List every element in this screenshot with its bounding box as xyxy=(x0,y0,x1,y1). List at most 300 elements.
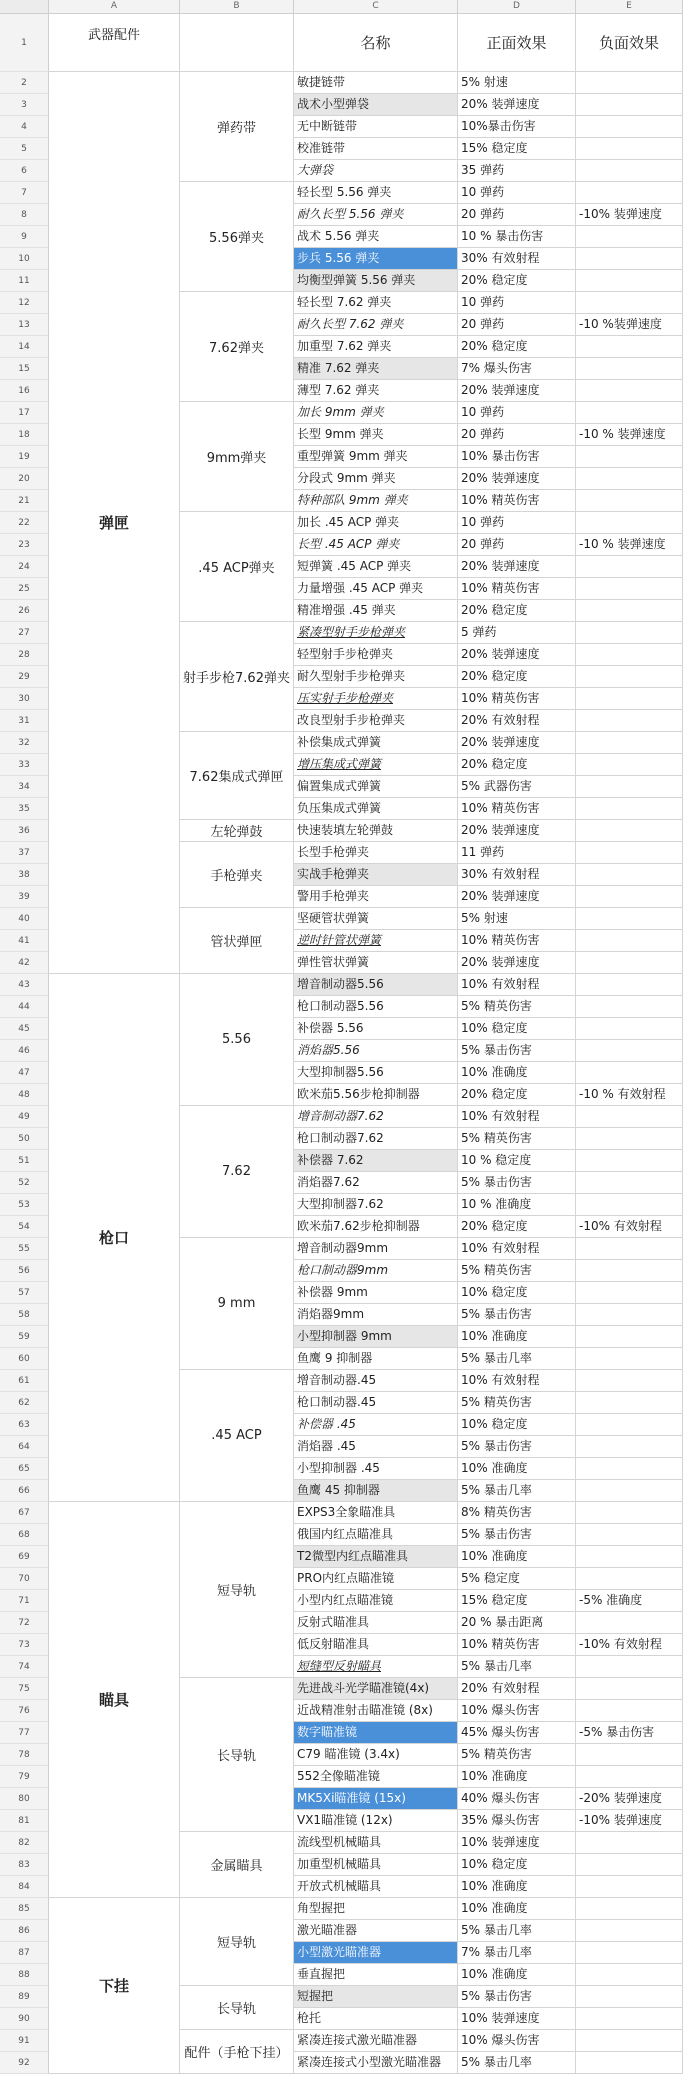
negative-effect-cell[interactable] xyxy=(576,1480,683,1502)
attachment-name-cell[interactable]: 小型内红点瞄准镜 xyxy=(294,1590,458,1612)
attachment-name-cell[interactable]: 紧凑型射手步枪弹夹 xyxy=(294,622,458,644)
row-header[interactable]: 84 xyxy=(0,1876,49,1898)
positive-effect-cell[interactable]: 15% 稳定度 xyxy=(458,1590,576,1612)
category-cell[interactable]: 弹匣 xyxy=(49,72,180,974)
row-header[interactable]: 42 xyxy=(0,952,49,974)
positive-effect-cell[interactable]: 20% 有效射程 xyxy=(458,710,576,732)
row-header[interactable]: 90 xyxy=(0,2008,49,2030)
attachment-name-cell[interactable]: 坚硬管状弹簧 xyxy=(294,908,458,930)
positive-effect-cell[interactable]: 20% 有效射程 xyxy=(458,1678,576,1700)
positive-effect-cell[interactable]: 8% 精英伤害 xyxy=(458,1502,576,1524)
positive-effect-cell[interactable]: 10% 有效射程 xyxy=(458,974,576,996)
row-header[interactable]: 33 xyxy=(0,754,49,776)
negative-effect-cell[interactable] xyxy=(576,1744,683,1766)
attachment-name-cell[interactable]: 特种部队 9mm 弹夹 xyxy=(294,490,458,512)
negative-effect-cell[interactable] xyxy=(576,2008,683,2030)
negative-effect-cell[interactable]: -5% 准确度 xyxy=(576,1590,683,1612)
row-header[interactable]: 15 xyxy=(0,358,49,380)
positive-effect-cell[interactable]: 10 弹药 xyxy=(458,402,576,424)
positive-effect-cell[interactable]: 20% 稳定度 xyxy=(458,1084,576,1106)
positive-effect-cell[interactable]: 7% 暴击几率 xyxy=(458,1942,576,1964)
attachment-name-cell[interactable]: 激光瞄准器 xyxy=(294,1920,458,1942)
attachment-name-cell[interactable]: 精准增强 .45 弹夹 xyxy=(294,600,458,622)
attachment-name-cell[interactable]: 敏捷链带 xyxy=(294,72,458,94)
attachment-name-cell[interactable]: 先进战斗光学瞄准镜(4x) xyxy=(294,1678,458,1700)
negative-effect-cell[interactable] xyxy=(576,1370,683,1392)
row-header[interactable]: 67 xyxy=(0,1502,49,1524)
row-header[interactable]: 52 xyxy=(0,1172,49,1194)
attachment-name-cell[interactable]: 消焰器9mm xyxy=(294,1304,458,1326)
header-negative-effect[interactable]: 负面效果 xyxy=(576,14,683,72)
positive-effect-cell[interactable]: 10% 暴击伤害 xyxy=(458,446,576,468)
negative-effect-cell[interactable] xyxy=(576,2030,683,2052)
attachment-name-cell[interactable]: 反射式瞄准具 xyxy=(294,1612,458,1634)
positive-effect-cell[interactable]: 5% 暴击伤害 xyxy=(458,1524,576,1546)
positive-effect-cell[interactable]: 10% 稳定度 xyxy=(458,1018,576,1040)
column-header-d[interactable]: D xyxy=(458,0,576,14)
positive-effect-cell[interactable]: 20% 装弹速度 xyxy=(458,952,576,974)
row-header[interactable]: 11 xyxy=(0,270,49,292)
positive-effect-cell[interactable]: 5% 射速 xyxy=(458,72,576,94)
positive-effect-cell[interactable]: 5% 暴击几率 xyxy=(458,1920,576,1942)
positive-effect-cell[interactable]: 5% 暴击伤害 xyxy=(458,1436,576,1458)
positive-effect-cell[interactable]: 45% 爆头伤害 xyxy=(458,1722,576,1744)
subcategory-cell[interactable]: 长导轨 xyxy=(180,1986,294,2030)
attachment-name-cell[interactable]: 大型抑制器7.62 xyxy=(294,1194,458,1216)
positive-effect-cell[interactable]: 5% 精英伤害 xyxy=(458,996,576,1018)
subcategory-cell[interactable]: 手枪弹夹 xyxy=(180,842,294,908)
row-header[interactable]: 16 xyxy=(0,380,49,402)
row-header[interactable]: 80 xyxy=(0,1788,49,1810)
positive-effect-cell[interactable]: 11 弹药 xyxy=(458,842,576,864)
row-header[interactable]: 35 xyxy=(0,798,49,820)
row-header[interactable]: 51 xyxy=(0,1150,49,1172)
attachment-name-cell[interactable]: EXPS3全象瞄准具 xyxy=(294,1502,458,1524)
negative-effect-cell[interactable] xyxy=(576,732,683,754)
row-header[interactable]: 31 xyxy=(0,710,49,732)
subcategory-cell[interactable]: 长导轨 xyxy=(180,1678,294,1832)
row-header[interactable]: 59 xyxy=(0,1326,49,1348)
row-header[interactable]: 28 xyxy=(0,644,49,666)
row-header[interactable]: 8 xyxy=(0,204,49,226)
select-all-corner[interactable] xyxy=(0,0,49,14)
attachment-name-cell[interactable]: 校准链带 xyxy=(294,138,458,160)
positive-effect-cell[interactable]: 5% 暴击几率 xyxy=(458,1656,576,1678)
attachment-name-cell[interactable]: 枪口制动器9mm xyxy=(294,1260,458,1282)
positive-effect-cell[interactable]: 10% 精英伤害 xyxy=(458,578,576,600)
negative-effect-cell[interactable] xyxy=(576,292,683,314)
row-header[interactable]: 43 xyxy=(0,974,49,996)
attachment-name-cell[interactable]: 重型弹簧 9mm 弹夹 xyxy=(294,446,458,468)
attachment-name-cell[interactable]: 枪口制动器.45 xyxy=(294,1392,458,1414)
header-weapon-attachment[interactable]: 武器配件 xyxy=(49,14,180,72)
negative-effect-cell[interactable] xyxy=(576,908,683,930)
positive-effect-cell[interactable]: 10% 稳定度 xyxy=(458,1282,576,1304)
negative-effect-cell[interactable] xyxy=(576,1238,683,1260)
subcategory-cell[interactable]: 7.62集成式弹匣 xyxy=(180,732,294,820)
row-header[interactable]: 27 xyxy=(0,622,49,644)
row-header[interactable]: 38 xyxy=(0,864,49,886)
negative-effect-cell[interactable] xyxy=(576,1326,683,1348)
row-header[interactable]: 49 xyxy=(0,1106,49,1128)
negative-effect-cell[interactable] xyxy=(576,1304,683,1326)
subcategory-cell[interactable]: 9mm弹夹 xyxy=(180,402,294,512)
positive-effect-cell[interactable]: 20% 稳定度 xyxy=(458,336,576,358)
subcategory-cell[interactable]: 短导轨 xyxy=(180,1502,294,1678)
row-header[interactable]: 75 xyxy=(0,1678,49,1700)
row-header[interactable]: 21 xyxy=(0,490,49,512)
negative-effect-cell[interactable] xyxy=(576,1656,683,1678)
attachment-name-cell[interactable]: 增音制动器7.62 xyxy=(294,1106,458,1128)
negative-effect-cell[interactable] xyxy=(576,182,683,204)
positive-effect-cell[interactable]: 15% 稳定度 xyxy=(458,138,576,160)
attachment-name-cell[interactable]: MK5Xi瞄准镜 (15x) xyxy=(294,1788,458,1810)
attachment-name-cell[interactable]: 紧凑连接式小型激光瞄准器 xyxy=(294,2052,458,2074)
row-header[interactable]: 36 xyxy=(0,820,49,842)
positive-effect-cell[interactable]: 10% 精英伤害 xyxy=(458,1634,576,1656)
positive-effect-cell[interactable]: 10% 准确度 xyxy=(458,1062,576,1084)
negative-effect-cell[interactable] xyxy=(576,1766,683,1788)
attachment-name-cell[interactable]: 鱼鹰 9 抑制器 xyxy=(294,1348,458,1370)
attachment-name-cell[interactable]: 角型握把 xyxy=(294,1898,458,1920)
row-header[interactable]: 76 xyxy=(0,1700,49,1722)
attachment-name-cell[interactable]: 鱼鹰 45 抑制器 xyxy=(294,1480,458,1502)
row-header[interactable]: 87 xyxy=(0,1942,49,1964)
attachment-name-cell[interactable]: 低反射瞄准具 xyxy=(294,1634,458,1656)
attachment-name-cell[interactable]: 加重型 7.62 弹夹 xyxy=(294,336,458,358)
subcategory-cell[interactable]: 配件（手枪下挂） xyxy=(180,2030,294,2074)
positive-effect-cell[interactable]: 10 % 稳定度 xyxy=(458,1150,576,1172)
positive-effect-cell[interactable]: 10% 准确度 xyxy=(458,1546,576,1568)
positive-effect-cell[interactable]: 20% 装弹速度 xyxy=(458,644,576,666)
row-header[interactable]: 19 xyxy=(0,446,49,468)
row-header[interactable]: 60 xyxy=(0,1348,49,1370)
negative-effect-cell[interactable] xyxy=(576,578,683,600)
negative-effect-cell[interactable] xyxy=(576,270,683,292)
attachment-name-cell[interactable]: PRO内红点瞄准镜 xyxy=(294,1568,458,1590)
attachment-name-cell[interactable]: 消焰器5.56 xyxy=(294,1040,458,1062)
attachment-name-cell[interactable]: 长型手枪弹夹 xyxy=(294,842,458,864)
subcategory-cell[interactable]: .45 ACP弹夹 xyxy=(180,512,294,622)
attachment-name-cell[interactable]: 增压集成式弹簧 xyxy=(294,754,458,776)
row-header[interactable]: 4 xyxy=(0,116,49,138)
subcategory-cell[interactable]: 5.56弹夹 xyxy=(180,182,294,292)
negative-effect-cell[interactable] xyxy=(576,996,683,1018)
column-header-c[interactable]: C xyxy=(294,0,458,14)
row-header[interactable]: 54 xyxy=(0,1216,49,1238)
negative-effect-cell[interactable] xyxy=(576,1612,683,1634)
negative-effect-cell[interactable]: -10 % 装弹速度 xyxy=(576,424,683,446)
negative-effect-cell[interactable] xyxy=(576,160,683,182)
negative-effect-cell[interactable] xyxy=(576,1414,683,1436)
negative-effect-cell[interactable] xyxy=(576,1942,683,1964)
row-header[interactable]: 70 xyxy=(0,1568,49,1590)
negative-effect-cell[interactable] xyxy=(576,72,683,94)
attachment-name-cell[interactable]: 大型抑制器5.56 xyxy=(294,1062,458,1084)
negative-effect-cell[interactable] xyxy=(576,1678,683,1700)
row-header[interactable]: 29 xyxy=(0,666,49,688)
negative-effect-cell[interactable] xyxy=(576,1150,683,1172)
attachment-name-cell[interactable]: 枪口制动器7.62 xyxy=(294,1128,458,1150)
positive-effect-cell[interactable]: 30% 有效射程 xyxy=(458,864,576,886)
negative-effect-cell[interactable] xyxy=(576,1348,683,1370)
row-header[interactable]: 13 xyxy=(0,314,49,336)
attachment-name-cell[interactable]: 欧米茄7.62步枪抑制器 xyxy=(294,1216,458,1238)
negative-effect-cell[interactable] xyxy=(576,1128,683,1150)
attachment-name-cell[interactable]: 补偿器 9mm xyxy=(294,1282,458,1304)
attachment-name-cell[interactable]: 负压集成式弹簧 xyxy=(294,798,458,820)
attachment-name-cell[interactable]: 压实射手步枪弹夹 xyxy=(294,688,458,710)
positive-effect-cell[interactable]: 10% 稳定度 xyxy=(458,1414,576,1436)
category-cell[interactable]: 瞄具 xyxy=(49,1502,180,1898)
row-header[interactable]: 64 xyxy=(0,1436,49,1458)
positive-effect-cell[interactable]: 20% 装弹速度 xyxy=(458,380,576,402)
negative-effect-cell[interactable] xyxy=(576,644,683,666)
negative-effect-cell[interactable]: -20% 装弹速度 xyxy=(576,1788,683,1810)
positive-effect-cell[interactable]: 5% 武器伤害 xyxy=(458,776,576,798)
row-header[interactable]: 58 xyxy=(0,1304,49,1326)
positive-effect-cell[interactable]: 10%暴击伤害 xyxy=(458,116,576,138)
negative-effect-cell[interactable]: -10% 装弹速度 xyxy=(576,1810,683,1832)
positive-effect-cell[interactable]: 10% 精英伤害 xyxy=(458,490,576,512)
category-cell[interactable]: 下挂 xyxy=(49,1898,180,2074)
negative-effect-cell[interactable]: -10% 有效射程 xyxy=(576,1634,683,1656)
row-header[interactable]: 81 xyxy=(0,1810,49,1832)
positive-effect-cell[interactable]: 20% 装弹速度 xyxy=(458,886,576,908)
positive-effect-cell[interactable]: 20 弹药 xyxy=(458,424,576,446)
column-header-a[interactable]: A xyxy=(49,0,180,14)
positive-effect-cell[interactable]: 5% 暴击伤害 xyxy=(458,1304,576,1326)
row-header[interactable]: 2 xyxy=(0,72,49,94)
positive-effect-cell[interactable]: 20% 稳定度 xyxy=(458,1216,576,1238)
positive-effect-cell[interactable]: 10% 有效射程 xyxy=(458,1106,576,1128)
positive-effect-cell[interactable]: 20% 稳定度 xyxy=(458,600,576,622)
attachment-name-cell[interactable]: 耐久长型 5.56 弹夹 xyxy=(294,204,458,226)
row-header[interactable]: 50 xyxy=(0,1128,49,1150)
attachment-name-cell[interactable]: 小型激光瞄准器 xyxy=(294,1942,458,1964)
negative-effect-cell[interactable]: -10% 装弹速度 xyxy=(576,204,683,226)
row-header[interactable]: 53 xyxy=(0,1194,49,1216)
row-header[interactable]: 86 xyxy=(0,1920,49,1942)
negative-effect-cell[interactable] xyxy=(576,1898,683,1920)
row-header[interactable]: 91 xyxy=(0,2030,49,2052)
row-header[interactable]: 9 xyxy=(0,226,49,248)
row-header[interactable]: 37 xyxy=(0,842,49,864)
negative-effect-cell[interactable] xyxy=(576,1172,683,1194)
negative-effect-cell[interactable] xyxy=(576,798,683,820)
row-header[interactable]: 68 xyxy=(0,1524,49,1546)
negative-effect-cell[interactable] xyxy=(576,1392,683,1414)
attachment-name-cell[interactable]: 均衡型弹簧 5.56 弹夹 xyxy=(294,270,458,292)
attachment-name-cell[interactable]: 战术小型弹袋 xyxy=(294,94,458,116)
positive-effect-cell[interactable]: 10 弹药 xyxy=(458,182,576,204)
positive-effect-cell[interactable]: 20 弹药 xyxy=(458,204,576,226)
row-header[interactable]: 40 xyxy=(0,908,49,930)
positive-effect-cell[interactable]: 20% 装弹速度 xyxy=(458,94,576,116)
positive-effect-cell[interactable]: 10% 稳定度 xyxy=(458,1854,576,1876)
attachment-name-cell[interactable]: VX1瞄准镜 (12x) xyxy=(294,1810,458,1832)
attachment-name-cell[interactable]: 薄型 7.62 弹夹 xyxy=(294,380,458,402)
row-header[interactable]: 12 xyxy=(0,292,49,314)
attachment-name-cell[interactable]: 快速装填左轮弹鼓 xyxy=(294,820,458,842)
row-header[interactable]: 48 xyxy=(0,1084,49,1106)
positive-effect-cell[interactable]: 20 弹药 xyxy=(458,534,576,556)
negative-effect-cell[interactable] xyxy=(576,336,683,358)
attachment-name-cell[interactable]: 短握把 xyxy=(294,1986,458,2008)
negative-effect-cell[interactable] xyxy=(576,358,683,380)
subcategory-cell[interactable]: 9 mm xyxy=(180,1238,294,1370)
attachment-name-cell[interactable]: 紧凑连接式激光瞄准器 xyxy=(294,2030,458,2052)
attachment-name-cell[interactable]: 加长 .45 ACP 弹夹 xyxy=(294,512,458,534)
row-header[interactable]: 34 xyxy=(0,776,49,798)
attachment-name-cell[interactable]: 无中断链带 xyxy=(294,116,458,138)
attachment-name-cell[interactable]: 力量增强 .45 ACP 弹夹 xyxy=(294,578,458,600)
negative-effect-cell[interactable] xyxy=(576,1040,683,1062)
attachment-name-cell[interactable]: 开放式机械瞄具 xyxy=(294,1876,458,1898)
positive-effect-cell[interactable]: 5% 暴击几率 xyxy=(458,1348,576,1370)
negative-effect-cell[interactable] xyxy=(576,1260,683,1282)
negative-effect-cell[interactable] xyxy=(576,226,683,248)
attachment-name-cell[interactable]: 耐久长型 7.62 弹夹 xyxy=(294,314,458,336)
positive-effect-cell[interactable]: 10% 精英伤害 xyxy=(458,930,576,952)
positive-effect-cell[interactable]: 20 弹药 xyxy=(458,314,576,336)
negative-effect-cell[interactable] xyxy=(576,116,683,138)
attachment-name-cell[interactable]: 加重型机械瞄具 xyxy=(294,1854,458,1876)
positive-effect-cell[interactable]: 10% 装弹速度 xyxy=(458,2008,576,2030)
negative-effect-cell[interactable] xyxy=(576,1436,683,1458)
negative-effect-cell[interactable] xyxy=(576,248,683,270)
positive-effect-cell[interactable]: 10% 准确度 xyxy=(458,1326,576,1348)
row-header[interactable]: 47 xyxy=(0,1062,49,1084)
row-header[interactable]: 71 xyxy=(0,1590,49,1612)
negative-effect-cell[interactable] xyxy=(576,1920,683,1942)
attachment-name-cell[interactable]: 轻型射手步枪弹夹 xyxy=(294,644,458,666)
row-header[interactable]: 7 xyxy=(0,182,49,204)
row-header[interactable]: 18 xyxy=(0,424,49,446)
attachment-name-cell[interactable]: 耐久型射手步枪弹夹 xyxy=(294,666,458,688)
subcategory-cell[interactable]: 左轮弹鼓 xyxy=(180,820,294,842)
column-header-b[interactable]: B xyxy=(180,0,294,14)
attachment-name-cell[interactable]: 弹性管状弹簧 xyxy=(294,952,458,974)
attachment-name-cell[interactable]: T2微型内红点瞄准具 xyxy=(294,1546,458,1568)
row-header[interactable]: 26 xyxy=(0,600,49,622)
negative-effect-cell[interactable] xyxy=(576,446,683,468)
attachment-name-cell[interactable]: 欧米茄5.56步枪抑制器 xyxy=(294,1084,458,1106)
positive-effect-cell[interactable]: 10% 准确度 xyxy=(458,1876,576,1898)
row-header[interactable]: 32 xyxy=(0,732,49,754)
subcategory-cell[interactable]: 弹药带 xyxy=(180,72,294,182)
positive-effect-cell[interactable]: 40% 爆头伤害 xyxy=(458,1788,576,1810)
positive-effect-cell[interactable]: 5% 射速 xyxy=(458,908,576,930)
positive-effect-cell[interactable]: 5% 暴击伤害 xyxy=(458,1172,576,1194)
column-header-e[interactable]: E xyxy=(576,0,683,14)
attachment-name-cell[interactable]: 数字瞄准镜 xyxy=(294,1722,458,1744)
negative-effect-cell[interactable] xyxy=(576,1018,683,1040)
subcategory-cell[interactable]: 7.62 xyxy=(180,1106,294,1238)
attachment-name-cell[interactable]: 垂直握把 xyxy=(294,1964,458,1986)
attachment-name-cell[interactable]: C79 瞄准镜 (3.4x) xyxy=(294,1744,458,1766)
negative-effect-cell[interactable] xyxy=(576,1568,683,1590)
attachment-name-cell[interactable]: 补偿器 7.62 xyxy=(294,1150,458,1172)
attachment-name-cell[interactable]: 短缝型反射瞄具 xyxy=(294,1656,458,1678)
row-header[interactable]: 39 xyxy=(0,886,49,908)
subcategory-cell[interactable]: 7.62弹夹 xyxy=(180,292,294,402)
negative-effect-cell[interactable] xyxy=(576,622,683,644)
row-header[interactable]: 23 xyxy=(0,534,49,556)
positive-effect-cell[interactable]: 10% 装弹速度 xyxy=(458,1832,576,1854)
row-header[interactable]: 88 xyxy=(0,1964,49,1986)
row-header[interactable]: 3 xyxy=(0,94,49,116)
row-header[interactable]: 17 xyxy=(0,402,49,424)
attachment-name-cell[interactable]: 补偿集成式弹簧 xyxy=(294,732,458,754)
negative-effect-cell[interactable] xyxy=(576,1546,683,1568)
row-header[interactable]: 6 xyxy=(0,160,49,182)
row-header[interactable]: 10 xyxy=(0,248,49,270)
attachment-name-cell[interactable]: 增音制动器5.56 xyxy=(294,974,458,996)
positive-effect-cell[interactable]: 5% 暴击几率 xyxy=(458,1480,576,1502)
positive-effect-cell[interactable]: 20% 稳定度 xyxy=(458,666,576,688)
row-header[interactable]: 85 xyxy=(0,1898,49,1920)
attachment-name-cell[interactable]: 552全像瞄准镜 xyxy=(294,1766,458,1788)
negative-effect-cell[interactable] xyxy=(576,1986,683,2008)
row-header[interactable]: 74 xyxy=(0,1656,49,1678)
row-header[interactable]: 78 xyxy=(0,1744,49,1766)
positive-effect-cell[interactable]: 5% 精英伤害 xyxy=(458,1744,576,1766)
positive-effect-cell[interactable]: 20% 装弹速度 xyxy=(458,732,576,754)
positive-effect-cell[interactable]: 10% 准确度 xyxy=(458,1766,576,1788)
row-header[interactable]: 72 xyxy=(0,1612,49,1634)
attachment-name-cell[interactable]: 加长 9mm 弹夹 xyxy=(294,402,458,424)
positive-effect-cell[interactable]: 10 % 准确度 xyxy=(458,1194,576,1216)
attachment-name-cell[interactable]: 增音制动器.45 xyxy=(294,1370,458,1392)
attachment-name-cell[interactable]: 逆时针管状弹簧 xyxy=(294,930,458,952)
attachment-name-cell[interactable]: 流线型机械瞄具 xyxy=(294,1832,458,1854)
negative-effect-cell[interactable] xyxy=(576,2052,683,2074)
category-cell[interactable]: 枪口 xyxy=(49,974,180,1502)
row-header[interactable]: 46 xyxy=(0,1040,49,1062)
negative-effect-cell[interactable] xyxy=(576,1700,683,1722)
positive-effect-cell[interactable]: 20% 装弹速度 xyxy=(458,820,576,842)
negative-effect-cell[interactable] xyxy=(576,710,683,732)
positive-effect-cell[interactable]: 5% 稳定度 xyxy=(458,1568,576,1590)
attachment-name-cell[interactable]: 小型抑制器 9mm xyxy=(294,1326,458,1348)
positive-effect-cell[interactable]: 10% 爆头伤害 xyxy=(458,2030,576,2052)
positive-effect-cell[interactable]: 10 弹药 xyxy=(458,512,576,534)
row-header[interactable]: 57 xyxy=(0,1282,49,1304)
negative-effect-cell[interactable] xyxy=(576,512,683,534)
positive-effect-cell[interactable]: 10% 有效射程 xyxy=(458,1238,576,1260)
row-header[interactable]: 92 xyxy=(0,2052,49,2074)
row-header[interactable]: 24 xyxy=(0,556,49,578)
positive-effect-cell[interactable]: 20% 装弹速度 xyxy=(458,468,576,490)
negative-effect-cell[interactable] xyxy=(576,380,683,402)
attachment-name-cell[interactable]: 改良型射手步枪弹夹 xyxy=(294,710,458,732)
negative-effect-cell[interactable] xyxy=(576,1964,683,1986)
negative-effect-cell[interactable] xyxy=(576,820,683,842)
positive-effect-cell[interactable]: 10% 爆头伤害 xyxy=(458,1700,576,1722)
negative-effect-cell[interactable]: -10% 有效射程 xyxy=(576,1216,683,1238)
row-header[interactable]: 89 xyxy=(0,1986,49,2008)
negative-effect-cell[interactable]: -10 % 装弹速度 xyxy=(576,534,683,556)
attachment-name-cell[interactable]: 轻长型 5.56 弹夹 xyxy=(294,182,458,204)
attachment-name-cell[interactable]: 精准 7.62 弹夹 xyxy=(294,358,458,380)
negative-effect-cell[interactable] xyxy=(576,1524,683,1546)
header-empty-b[interactable] xyxy=(180,14,294,72)
positive-effect-cell[interactable]: 5% 精英伤害 xyxy=(458,1128,576,1150)
attachment-name-cell[interactable]: 补偿器 .45 xyxy=(294,1414,458,1436)
subcategory-cell[interactable]: 管状弹匣 xyxy=(180,908,294,974)
negative-effect-cell[interactable] xyxy=(576,666,683,688)
